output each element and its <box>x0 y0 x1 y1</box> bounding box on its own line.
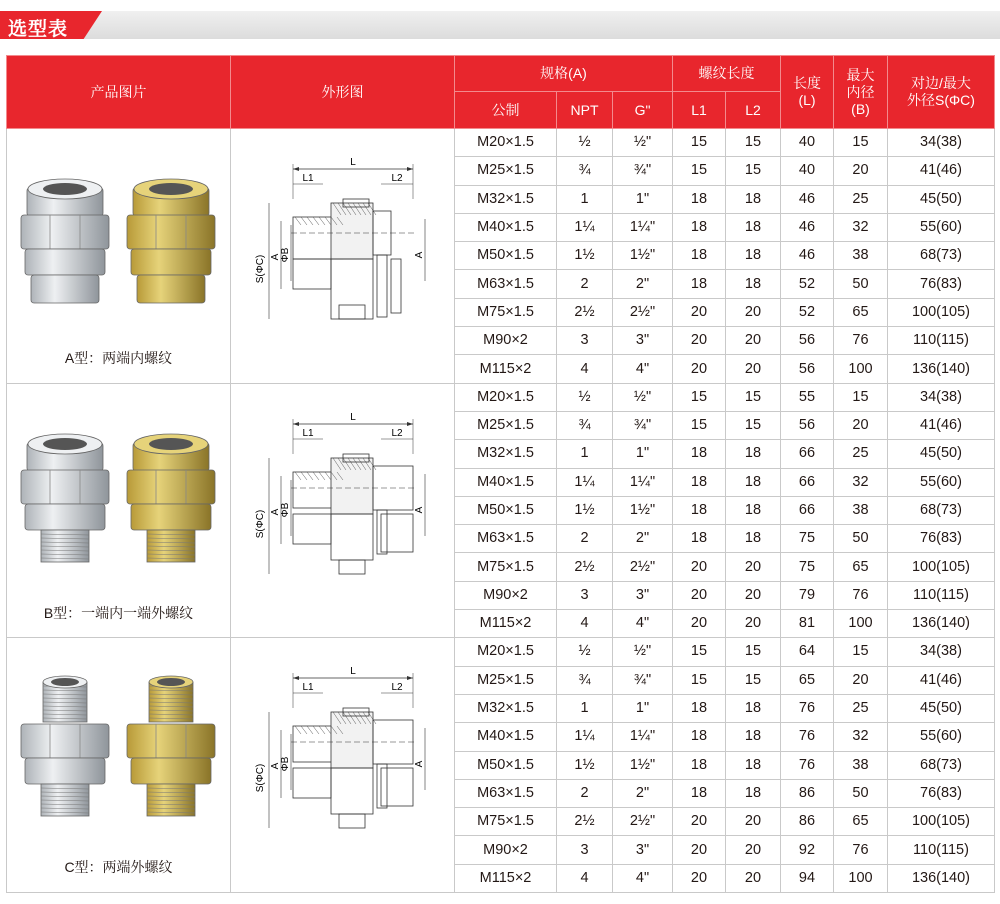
cell-length: 66 <box>781 468 834 496</box>
cell-max-bore: 76 <box>834 836 888 864</box>
cell-across-flats: 68(73) <box>888 751 995 779</box>
cell-across-flats: 136(140) <box>888 864 995 892</box>
cell-metric: M75×1.5 <box>455 808 557 836</box>
cell-metric: M25×1.5 <box>455 666 557 694</box>
cell-max-bore: 100 <box>834 610 888 638</box>
cell-npt: ¾ <box>557 157 613 185</box>
svg-text:ΦB: ΦB <box>280 757 291 772</box>
cell-across-flats: 55(60) <box>888 213 995 241</box>
cell-max-bore: 65 <box>834 298 888 326</box>
product-image-cell <box>7 383 231 638</box>
cell-l1: 18 <box>673 694 726 722</box>
table-body <box>7 129 995 893</box>
cell-l1: 18 <box>673 468 726 496</box>
cell-across-flats: 34(38) <box>888 383 995 411</box>
cell-npt: 4 <box>557 610 613 638</box>
cell-max-bore: 100 <box>834 864 888 892</box>
cell-length: 46 <box>781 242 834 270</box>
cell-max-bore: 20 <box>834 666 888 694</box>
cell-npt: 2 <box>557 525 613 553</box>
cell-l1: 20 <box>673 836 726 864</box>
cell-across-flats: 136(140) <box>888 355 995 383</box>
product-image-cell <box>7 638 231 893</box>
cell-metric: M63×1.5 <box>455 779 557 807</box>
cell-length: 64 <box>781 638 834 666</box>
cell-max-bore: 20 <box>834 411 888 439</box>
header-metric: 公制 <box>455 92 557 129</box>
cell-l1: 18 <box>673 270 726 298</box>
cell-length: 66 <box>781 440 834 468</box>
cell-metric: M32×1.5 <box>455 440 557 468</box>
cell-metric: M90×2 <box>455 327 557 355</box>
cell-max-bore: 38 <box>834 751 888 779</box>
cell-length: 52 <box>781 298 834 326</box>
cell-length: 56 <box>781 355 834 383</box>
cell-l1: 18 <box>673 723 726 751</box>
cell-max-bore: 15 <box>834 383 888 411</box>
header-l1: L1 <box>673 92 726 129</box>
cell-length: 40 <box>781 129 834 157</box>
cell-across-flats: 100(105) <box>888 298 995 326</box>
cell-metric: M20×1.5 <box>455 638 557 666</box>
cell-g: 3" <box>613 581 673 609</box>
cell-metric: M115×2 <box>455 610 557 638</box>
cell-l1: 15 <box>673 383 726 411</box>
cell-npt: 1½ <box>557 751 613 779</box>
cell-g: 1" <box>613 185 673 213</box>
cell-metric: M75×1.5 <box>455 298 557 326</box>
cell-max-bore: 25 <box>834 185 888 213</box>
cell-across-flats: 100(105) <box>888 553 995 581</box>
cell-across-flats: 34(38) <box>888 638 995 666</box>
cell-max-bore: 76 <box>834 327 888 355</box>
cell-npt: 3 <box>557 581 613 609</box>
cell-metric: M40×1.5 <box>455 213 557 241</box>
cell-g: 1¼" <box>613 468 673 496</box>
cell-l2: 18 <box>726 694 781 722</box>
cell-npt: 1¼ <box>557 468 613 496</box>
type-caption: C型：两端外螺纹 <box>64 859 173 876</box>
cell-across-flats: 136(140) <box>888 610 995 638</box>
cell-length: 46 <box>781 185 834 213</box>
cell-metric: M75×1.5 <box>455 553 557 581</box>
cell-l2: 15 <box>726 129 781 157</box>
cell-g: ½" <box>613 129 673 157</box>
cell-across-flats: 55(60) <box>888 723 995 751</box>
cell-l1: 20 <box>673 581 726 609</box>
cell-l2: 20 <box>726 610 781 638</box>
cell-length: 75 <box>781 525 834 553</box>
cell-l1: 18 <box>673 213 726 241</box>
header-l2: L2 <box>726 92 781 129</box>
cell-l2: 18 <box>726 213 781 241</box>
cell-across-flats: 41(46) <box>888 157 995 185</box>
cell-g: 2" <box>613 270 673 298</box>
cell-metric: M20×1.5 <box>455 129 557 157</box>
cell-l1: 18 <box>673 779 726 807</box>
cell-npt: 3 <box>557 327 613 355</box>
cell-length: 81 <box>781 610 834 638</box>
cell-npt: 1¼ <box>557 213 613 241</box>
cell-g: ¾" <box>613 666 673 694</box>
svg-text:S(ΦC): S(ΦC) <box>255 509 266 538</box>
header-g: G" <box>613 92 673 129</box>
svg-text:A: A <box>414 761 425 768</box>
cell-across-flats: 45(50) <box>888 440 995 468</box>
cell-g: 2½" <box>613 808 673 836</box>
outline-drawing-cell <box>231 638 455 893</box>
cell-l1: 20 <box>673 808 726 836</box>
cell-max-bore: 38 <box>834 496 888 524</box>
cell-length: 92 <box>781 836 834 864</box>
cell-l1: 18 <box>673 242 726 270</box>
cell-g: ¾" <box>613 411 673 439</box>
cell-metric: M50×1.5 <box>455 496 557 524</box>
cell-npt: 1 <box>557 694 613 722</box>
svg-text:A: A <box>414 506 425 514</box>
cell-length: 86 <box>781 808 834 836</box>
header-outline: 外形图 <box>231 56 455 129</box>
cell-npt: ¾ <box>557 666 613 694</box>
cell-metric: M63×1.5 <box>455 525 557 553</box>
cell-length: 52 <box>781 270 834 298</box>
cell-l1: 20 <box>673 298 726 326</box>
cell-l2: 20 <box>726 808 781 836</box>
cell-l2: 18 <box>726 242 781 270</box>
cell-l1: 20 <box>673 864 726 892</box>
cell-l2: 20 <box>726 581 781 609</box>
cell-g: 3" <box>613 327 673 355</box>
cell-metric: M25×1.5 <box>455 411 557 439</box>
cell-max-bore: 25 <box>834 440 888 468</box>
cell-max-bore: 25 <box>834 694 888 722</box>
cell-metric: M50×1.5 <box>455 242 557 270</box>
cell-l2: 20 <box>726 836 781 864</box>
cell-max-bore: 100 <box>834 355 888 383</box>
cell-length: 56 <box>781 327 834 355</box>
table-row <box>7 638 995 666</box>
cell-npt: ½ <box>557 129 613 157</box>
cell-across-flats: 76(83) <box>888 270 995 298</box>
cell-length: 75 <box>781 553 834 581</box>
svg-text:L: L <box>350 666 356 678</box>
svg-text:S(ΦC): S(ΦC) <box>255 254 266 284</box>
product-photo <box>7 384 231 636</box>
cell-g: 1½" <box>613 242 673 270</box>
cell-npt: 2½ <box>557 298 613 326</box>
table-row <box>7 129 995 157</box>
cell-across-flats: 110(115) <box>888 836 995 864</box>
cell-g: ½" <box>613 638 673 666</box>
cell-across-flats: 45(50) <box>888 694 995 722</box>
cell-across-flats: 110(115) <box>888 581 995 609</box>
cell-max-bore: 20 <box>834 157 888 185</box>
cell-g: 2" <box>613 525 673 553</box>
cell-l2: 18 <box>726 779 781 807</box>
svg-text:L: L <box>350 157 356 168</box>
cell-l1: 18 <box>673 185 726 213</box>
title-background <box>0 11 1000 39</box>
cell-l1: 18 <box>673 751 726 779</box>
cell-l2: 18 <box>726 440 781 468</box>
cell-max-bore: 50 <box>834 525 888 553</box>
cell-max-bore: 50 <box>834 779 888 807</box>
header-length: 长度 (L) <box>781 56 834 129</box>
cell-l2: 15 <box>726 638 781 666</box>
cell-length: 40 <box>781 157 834 185</box>
cell-g: 1½" <box>613 496 673 524</box>
cell-max-bore: 76 <box>834 581 888 609</box>
cell-g: 4" <box>613 610 673 638</box>
cell-g: 1½" <box>613 751 673 779</box>
selection-table <box>6 55 995 893</box>
svg-text:A: A <box>414 251 425 259</box>
cell-length: 46 <box>781 213 834 241</box>
cell-metric: M40×1.5 <box>455 468 557 496</box>
svg-text:L: L <box>350 411 356 423</box>
cell-across-flats: 100(105) <box>888 808 995 836</box>
cell-npt: 2½ <box>557 808 613 836</box>
cell-npt: 1 <box>557 185 613 213</box>
cell-l1: 20 <box>673 355 726 383</box>
outline-drawing <box>231 129 455 381</box>
type-caption: A型：两端内螺纹 <box>64 350 173 366</box>
cell-l2: 18 <box>726 468 781 496</box>
cell-g: ¾" <box>613 157 673 185</box>
cell-npt: 4 <box>557 355 613 383</box>
product-photo <box>7 638 231 890</box>
cell-l1: 20 <box>673 553 726 581</box>
svg-text:L2: L2 <box>391 427 403 439</box>
cell-max-bore: 38 <box>834 242 888 270</box>
cell-across-flats: 68(73) <box>888 496 995 524</box>
cell-l2: 20 <box>726 355 781 383</box>
cell-length: 66 <box>781 496 834 524</box>
cell-l1: 18 <box>673 440 726 468</box>
cell-max-bore: 32 <box>834 468 888 496</box>
cell-l2: 20 <box>726 298 781 326</box>
cell-across-flats: 34(38) <box>888 129 995 157</box>
svg-text:S(ΦC): S(ΦC) <box>255 764 266 793</box>
cell-npt: ½ <box>557 383 613 411</box>
header-max-bore: 最大 内径 (B) <box>834 56 888 129</box>
cell-l1: 15 <box>673 411 726 439</box>
cell-metric: M115×2 <box>455 864 557 892</box>
type-caption: B型：一端内一端外螺纹 <box>43 604 194 621</box>
cell-npt: 2 <box>557 779 613 807</box>
cell-g: 4" <box>613 355 673 383</box>
svg-text:A: A <box>270 253 281 261</box>
cell-length: 76 <box>781 723 834 751</box>
cell-g: 1" <box>613 440 673 468</box>
cell-l2: 18 <box>726 185 781 213</box>
cell-l2: 18 <box>726 496 781 524</box>
outline-drawing-cell <box>231 129 455 384</box>
cell-metric: M90×2 <box>455 581 557 609</box>
svg-text:ΦB: ΦB <box>280 247 291 263</box>
cell-length: 94 <box>781 864 834 892</box>
cell-max-bore: 65 <box>834 553 888 581</box>
cell-across-flats: 110(115) <box>888 327 995 355</box>
cell-max-bore: 32 <box>834 213 888 241</box>
cell-g: 1" <box>613 694 673 722</box>
cell-l2: 20 <box>726 327 781 355</box>
cell-length: 79 <box>781 581 834 609</box>
cell-across-flats: 68(73) <box>888 242 995 270</box>
header-product-image: 产品图片 <box>7 56 231 129</box>
outline-drawing <box>231 384 455 636</box>
cell-g: 2" <box>613 779 673 807</box>
cell-l2: 20 <box>726 553 781 581</box>
cell-length: 76 <box>781 751 834 779</box>
page-title: 选型表 <box>8 18 69 40</box>
cell-max-bore: 32 <box>834 723 888 751</box>
header-thread-length: 螺纹长度 <box>673 56 781 92</box>
cell-l1: 15 <box>673 666 726 694</box>
header-npt: NPT <box>557 92 613 129</box>
svg-text:L1: L1 <box>302 682 314 694</box>
cell-across-flats: 45(50) <box>888 185 995 213</box>
svg-text:L1: L1 <box>302 427 314 439</box>
header-across-flats: 对边/最大 外径S(ΦC) <box>888 56 995 129</box>
cell-g: 1¼" <box>613 723 673 751</box>
cell-across-flats: 55(60) <box>888 468 995 496</box>
outline-drawing <box>231 638 455 890</box>
cell-l2: 18 <box>726 525 781 553</box>
cell-npt: 2 <box>557 270 613 298</box>
cell-npt: ¾ <box>557 411 613 439</box>
cell-metric: M90×2 <box>455 836 557 864</box>
cell-g: 2½" <box>613 298 673 326</box>
cell-npt: 1½ <box>557 496 613 524</box>
cell-npt: 4 <box>557 864 613 892</box>
cell-l1: 15 <box>673 129 726 157</box>
cell-length: 65 <box>781 666 834 694</box>
cell-max-bore: 15 <box>834 129 888 157</box>
svg-text:A: A <box>270 763 281 770</box>
cell-l2: 18 <box>726 270 781 298</box>
cell-g: 1¼" <box>613 213 673 241</box>
cell-metric: M50×1.5 <box>455 751 557 779</box>
cell-g: 4" <box>613 864 673 892</box>
cell-l1: 20 <box>673 610 726 638</box>
cell-across-flats: 76(83) <box>888 525 995 553</box>
cell-length: 55 <box>781 383 834 411</box>
cell-max-bore: 65 <box>834 808 888 836</box>
cell-npt: 1½ <box>557 242 613 270</box>
cell-length: 86 <box>781 779 834 807</box>
cell-l1: 18 <box>673 525 726 553</box>
cell-length: 76 <box>781 694 834 722</box>
cell-across-flats: 76(83) <box>888 779 995 807</box>
cell-metric: M63×1.5 <box>455 270 557 298</box>
cell-metric: M32×1.5 <box>455 185 557 213</box>
cell-l2: 15 <box>726 411 781 439</box>
product-image-cell <box>7 129 231 384</box>
cell-max-bore: 15 <box>834 638 888 666</box>
cell-l1: 18 <box>673 496 726 524</box>
svg-text:L2: L2 <box>391 682 403 694</box>
cell-l2: 15 <box>726 383 781 411</box>
svg-text:L2: L2 <box>391 173 403 184</box>
product-photo <box>7 129 231 381</box>
table-row <box>7 383 995 411</box>
cell-metric: M20×1.5 <box>455 383 557 411</box>
cell-metric: M40×1.5 <box>455 723 557 751</box>
cell-npt: 3 <box>557 836 613 864</box>
cell-g: ½" <box>613 383 673 411</box>
cell-across-flats: 41(46) <box>888 411 995 439</box>
cell-l2: 18 <box>726 751 781 779</box>
cell-g: 3" <box>613 836 673 864</box>
cell-across-flats: 41(46) <box>888 666 995 694</box>
cell-length: 56 <box>781 411 834 439</box>
cell-g: 2½" <box>613 553 673 581</box>
cell-l1: 20 <box>673 327 726 355</box>
cell-l2: 15 <box>726 666 781 694</box>
cell-l2: 18 <box>726 723 781 751</box>
cell-npt: ½ <box>557 638 613 666</box>
cell-l2: 20 <box>726 864 781 892</box>
header-spec: 规格(A) <box>455 56 673 92</box>
cell-l1: 15 <box>673 157 726 185</box>
cell-l1: 15 <box>673 638 726 666</box>
cell-npt: 2½ <box>557 553 613 581</box>
cell-metric: M32×1.5 <box>455 694 557 722</box>
svg-text:A: A <box>270 508 281 516</box>
title-bar <box>0 11 1000 39</box>
cell-npt: 1 <box>557 440 613 468</box>
cell-metric: M115×2 <box>455 355 557 383</box>
cell-l2: 15 <box>726 157 781 185</box>
cell-npt: 1¼ <box>557 723 613 751</box>
svg-text:L1: L1 <box>302 173 314 184</box>
svg-text:ΦB: ΦB <box>280 502 291 517</box>
cell-max-bore: 50 <box>834 270 888 298</box>
cell-metric: M25×1.5 <box>455 157 557 185</box>
outline-drawing-cell <box>231 383 455 638</box>
